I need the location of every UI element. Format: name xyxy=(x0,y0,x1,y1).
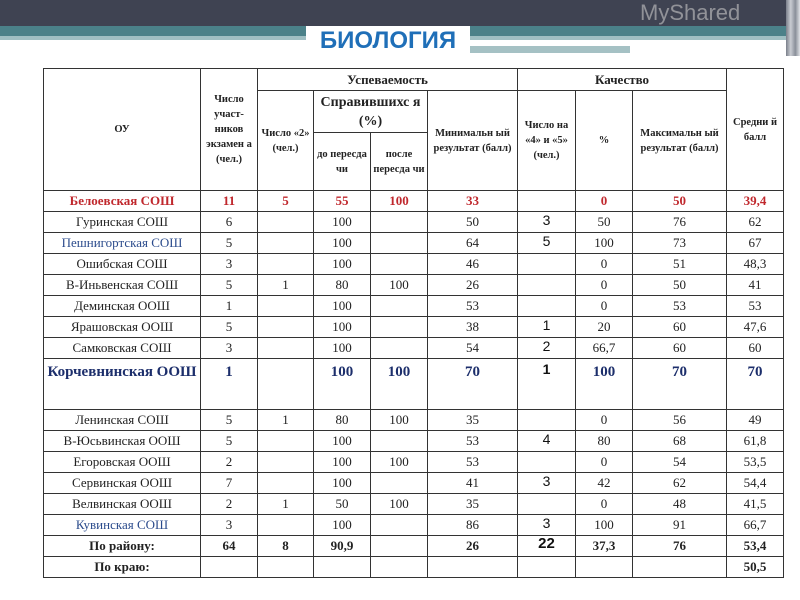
cell-min-score: 33 xyxy=(428,191,518,212)
cell-twos xyxy=(258,338,314,359)
cell-max-score: 73 xyxy=(633,233,727,254)
cell-passed-after xyxy=(371,254,428,275)
cell-min-score: 70 xyxy=(428,359,518,410)
cell-passed-before: 90,9 xyxy=(314,536,371,557)
cell-avg-score: 50,5 xyxy=(727,557,784,578)
cell-min-score: 35 xyxy=(428,494,518,515)
cell-participants: 5 xyxy=(201,275,258,296)
table-row xyxy=(44,557,784,578)
watermark: MyShared xyxy=(640,0,741,25)
cell-max-score: 62 xyxy=(633,473,727,494)
cell-twos: 1 xyxy=(258,494,314,515)
cell-count-4-5 xyxy=(518,452,576,473)
cell-avg-score: 67 xyxy=(727,233,784,254)
cell-max-score: 53 xyxy=(633,296,727,317)
cell-passed-before xyxy=(314,557,371,578)
cell-avg-score: 54,4 xyxy=(727,473,784,494)
cell-twos xyxy=(258,452,314,473)
header-ou: ОУ xyxy=(44,69,201,191)
cell-count-4-5 xyxy=(518,494,576,515)
cell-quality-pct: 80 xyxy=(576,431,633,452)
cell-school-name: Сервинская ООШ xyxy=(44,473,201,494)
table-row xyxy=(44,494,784,515)
cell-school-name: Ярашовская ООШ xyxy=(44,317,201,338)
cell-passed-after xyxy=(371,473,428,494)
cell-twos xyxy=(258,515,314,536)
cell-passed-after xyxy=(371,536,428,557)
cell-school-name: По району: xyxy=(44,536,201,557)
cell-max-score: 48 xyxy=(633,494,727,515)
cell-max-score: 60 xyxy=(633,338,727,359)
header-passed: Справившихс я (%) xyxy=(314,91,428,133)
cell-participants: 3 xyxy=(201,254,258,275)
cell-school-name: Самковская СОШ xyxy=(44,338,201,359)
cell-avg-score: 41 xyxy=(727,275,784,296)
cell-passed-before: 100 xyxy=(314,254,371,275)
cell-min-score: 86 xyxy=(428,515,518,536)
cell-quality-pct: 0 xyxy=(576,296,633,317)
header-kachestvo: Качество xyxy=(518,69,727,91)
cell-count-4-5 xyxy=(518,410,576,431)
header-before: до пересда чи xyxy=(314,133,371,191)
cell-school-name: Пешнигортская СОШ xyxy=(44,233,201,254)
cell-school-name: Деминская ООШ xyxy=(44,296,201,317)
cell-count-4-5: 22 xyxy=(518,536,576,557)
cell-avg-score: 70 xyxy=(727,359,784,410)
cell-twos xyxy=(258,557,314,578)
cell-avg-score: 41,5 xyxy=(727,494,784,515)
cell-passed-before: 100 xyxy=(314,296,371,317)
cell-passed-before: 50 xyxy=(314,494,371,515)
header-max: Максимальн ый результат (балл) xyxy=(633,91,727,191)
table-row xyxy=(44,212,784,233)
cell-max-score: 50 xyxy=(633,191,727,212)
cell-avg-score: 62 xyxy=(727,212,784,233)
cell-quality-pct: 42 xyxy=(576,473,633,494)
cell-count-4-5 xyxy=(518,191,576,212)
cell-max-score xyxy=(633,557,727,578)
cell-participants: 5 xyxy=(201,233,258,254)
cell-quality-pct: 0 xyxy=(576,254,633,275)
header-pct: % xyxy=(576,91,633,191)
cell-max-score: 50 xyxy=(633,275,727,296)
table-row xyxy=(44,338,784,359)
cell-min-score: 54 xyxy=(428,338,518,359)
cell-passed-before: 100 xyxy=(314,359,371,410)
cell-passed-before: 100 xyxy=(314,515,371,536)
cell-passed-after: 100 xyxy=(371,452,428,473)
cell-min-score: 38 xyxy=(428,317,518,338)
cell-avg-score: 48,3 xyxy=(727,254,784,275)
cell-participants: 5 xyxy=(201,431,258,452)
cell-passed-before: 100 xyxy=(314,317,371,338)
cell-count-4-5: 3 xyxy=(518,515,576,536)
cell-max-score: 76 xyxy=(633,212,727,233)
cell-twos xyxy=(258,431,314,452)
cell-passed-after: 100 xyxy=(371,191,428,212)
cell-passed-after: 100 xyxy=(371,275,428,296)
cell-max-score: 60 xyxy=(633,317,727,338)
table-body xyxy=(44,191,784,578)
cell-passed-after: 100 xyxy=(371,359,428,410)
table-row xyxy=(44,536,784,557)
cell-min-score: 41 xyxy=(428,473,518,494)
decor-line xyxy=(470,46,630,53)
cell-participants xyxy=(201,557,258,578)
cell-count-4-5 xyxy=(518,557,576,578)
cell-school-name: В-Юсьвинская ООШ xyxy=(44,431,201,452)
cell-max-score: 70 xyxy=(633,359,727,410)
cell-count-4-5: 5 xyxy=(518,233,576,254)
cell-min-score: 53 xyxy=(428,452,518,473)
table-row xyxy=(44,254,784,275)
decor-edge xyxy=(786,0,800,56)
cell-twos: 1 xyxy=(258,275,314,296)
cell-avg-score: 61,8 xyxy=(727,431,784,452)
cell-school-name: Белоевская СОШ xyxy=(44,191,201,212)
cell-count-4-5: 1 xyxy=(518,359,576,410)
cell-avg-score: 60 xyxy=(727,338,784,359)
cell-school-name: Кувинская СОШ xyxy=(44,515,201,536)
cell-quality-pct: 20 xyxy=(576,317,633,338)
cell-school-name: Егоровская ООШ xyxy=(44,452,201,473)
header-n45: Число на «4» и «5» (чел.) xyxy=(518,91,576,191)
cell-min-score: 26 xyxy=(428,536,518,557)
table-row xyxy=(44,317,784,338)
cell-quality-pct: 37,3 xyxy=(576,536,633,557)
cell-max-score: 68 xyxy=(633,431,727,452)
cell-quality-pct: 0 xyxy=(576,494,633,515)
cell-participants: 1 xyxy=(201,296,258,317)
cell-twos xyxy=(258,296,314,317)
cell-passed-before: 100 xyxy=(314,431,371,452)
cell-count-4-5 xyxy=(518,254,576,275)
cell-participants: 5 xyxy=(201,410,258,431)
cell-twos xyxy=(258,254,314,275)
cell-passed-after xyxy=(371,317,428,338)
header-twos: Число «2» (чел.) xyxy=(258,91,314,191)
table-row xyxy=(44,275,784,296)
cell-count-4-5 xyxy=(518,296,576,317)
cell-count-4-5: 3 xyxy=(518,473,576,494)
table-row xyxy=(44,191,784,212)
cell-quality-pct: 0 xyxy=(576,410,633,431)
cell-max-score: 91 xyxy=(633,515,727,536)
cell-passed-before: 100 xyxy=(314,212,371,233)
cell-school-name: Корчевнинская ООШ xyxy=(44,359,201,410)
slide-title: БИОЛОГИЯ xyxy=(319,27,457,54)
cell-passed-after xyxy=(371,557,428,578)
cell-passed-before: 100 xyxy=(314,473,371,494)
header-min: Минимальн ый результат (балл) xyxy=(428,91,518,191)
cell-twos: 5 xyxy=(258,191,314,212)
cell-count-4-5: 2 xyxy=(518,338,576,359)
cell-avg-score: 47,6 xyxy=(727,317,784,338)
cell-max-score: 54 xyxy=(633,452,727,473)
cell-passed-after xyxy=(371,515,428,536)
cell-twos: 1 xyxy=(258,410,314,431)
cell-min-score: 26 xyxy=(428,275,518,296)
cell-twos xyxy=(258,212,314,233)
cell-avg-score: 53 xyxy=(727,296,784,317)
cell-school-name: Велвинская ООШ xyxy=(44,494,201,515)
cell-participants: 64 xyxy=(201,536,258,557)
cell-passed-before: 100 xyxy=(314,338,371,359)
cell-participants: 3 xyxy=(201,515,258,536)
cell-school-name: По краю: xyxy=(44,557,201,578)
header-uspevaemost: Успеваемость xyxy=(258,69,518,91)
cell-participants: 3 xyxy=(201,338,258,359)
cell-quality-pct: 66,7 xyxy=(576,338,633,359)
header-participants: Число участ-ников экзамен а (чел.) xyxy=(201,69,258,191)
cell-quality-pct: 100 xyxy=(576,359,633,410)
cell-avg-score: 39,4 xyxy=(727,191,784,212)
cell-school-name: Гуринская СОШ xyxy=(44,212,201,233)
cell-participants: 2 xyxy=(201,452,258,473)
table-row xyxy=(44,359,784,410)
cell-passed-before: 100 xyxy=(314,233,371,254)
cell-max-score: 76 xyxy=(633,536,727,557)
cell-school-name: Ленинская СОШ xyxy=(44,410,201,431)
cell-max-score: 51 xyxy=(633,254,727,275)
cell-twos: 8 xyxy=(258,536,314,557)
cell-participants: 5 xyxy=(201,317,258,338)
cell-passed-after: 100 xyxy=(371,494,428,515)
cell-passed-after: 100 xyxy=(371,410,428,431)
cell-school-name: В-Иньвенская СОШ xyxy=(44,275,201,296)
table-row xyxy=(44,410,784,431)
cell-count-4-5: 4 xyxy=(518,431,576,452)
cell-max-score: 56 xyxy=(633,410,727,431)
table-row xyxy=(44,431,784,452)
cell-count-4-5: 1 xyxy=(518,317,576,338)
cell-passed-before: 100 xyxy=(314,452,371,473)
header-after: после пересда чи xyxy=(371,133,428,191)
header-avg: Средни й балл xyxy=(727,69,784,191)
cell-passed-after xyxy=(371,431,428,452)
cell-participants: 7 xyxy=(201,473,258,494)
cell-twos xyxy=(258,233,314,254)
cell-quality-pct: 100 xyxy=(576,515,633,536)
cell-avg-score: 53,4 xyxy=(727,536,784,557)
cell-twos xyxy=(258,359,314,410)
cell-quality-pct: 50 xyxy=(576,212,633,233)
cell-avg-score: 66,7 xyxy=(727,515,784,536)
cell-passed-before: 55 xyxy=(314,191,371,212)
cell-quality-pct xyxy=(576,557,633,578)
table-row xyxy=(44,515,784,536)
cell-twos xyxy=(258,473,314,494)
cell-quality-pct: 0 xyxy=(576,275,633,296)
cell-min-score: 50 xyxy=(428,212,518,233)
cell-participants: 6 xyxy=(201,212,258,233)
cell-quality-pct: 0 xyxy=(576,191,633,212)
cell-passed-after xyxy=(371,212,428,233)
cell-twos xyxy=(258,317,314,338)
cell-participants: 2 xyxy=(201,494,258,515)
table-row xyxy=(44,452,784,473)
cell-quality-pct: 100 xyxy=(576,233,633,254)
cell-passed-after xyxy=(371,296,428,317)
cell-min-score: 53 xyxy=(428,296,518,317)
cell-passed-before: 80 xyxy=(314,275,371,296)
cell-passed-after xyxy=(371,233,428,254)
cell-participants: 1 xyxy=(201,359,258,410)
cell-min-score: 64 xyxy=(428,233,518,254)
cell-avg-score: 49 xyxy=(727,410,784,431)
cell-passed-after xyxy=(371,338,428,359)
cell-min-score: 35 xyxy=(428,410,518,431)
cell-participants: 11 xyxy=(201,191,258,212)
results-table xyxy=(43,68,784,578)
cell-passed-before: 80 xyxy=(314,410,371,431)
table-row xyxy=(44,233,784,254)
cell-count-4-5 xyxy=(518,275,576,296)
cell-school-name: Ошибская СОШ xyxy=(44,254,201,275)
table-row xyxy=(44,473,784,494)
cell-avg-score: 53,5 xyxy=(727,452,784,473)
cell-min-score: 46 xyxy=(428,254,518,275)
table-row xyxy=(44,296,784,317)
cell-min-score: 53 xyxy=(428,431,518,452)
cell-quality-pct: 0 xyxy=(576,452,633,473)
cell-count-4-5: 3 xyxy=(518,212,576,233)
cell-min-score xyxy=(428,557,518,578)
